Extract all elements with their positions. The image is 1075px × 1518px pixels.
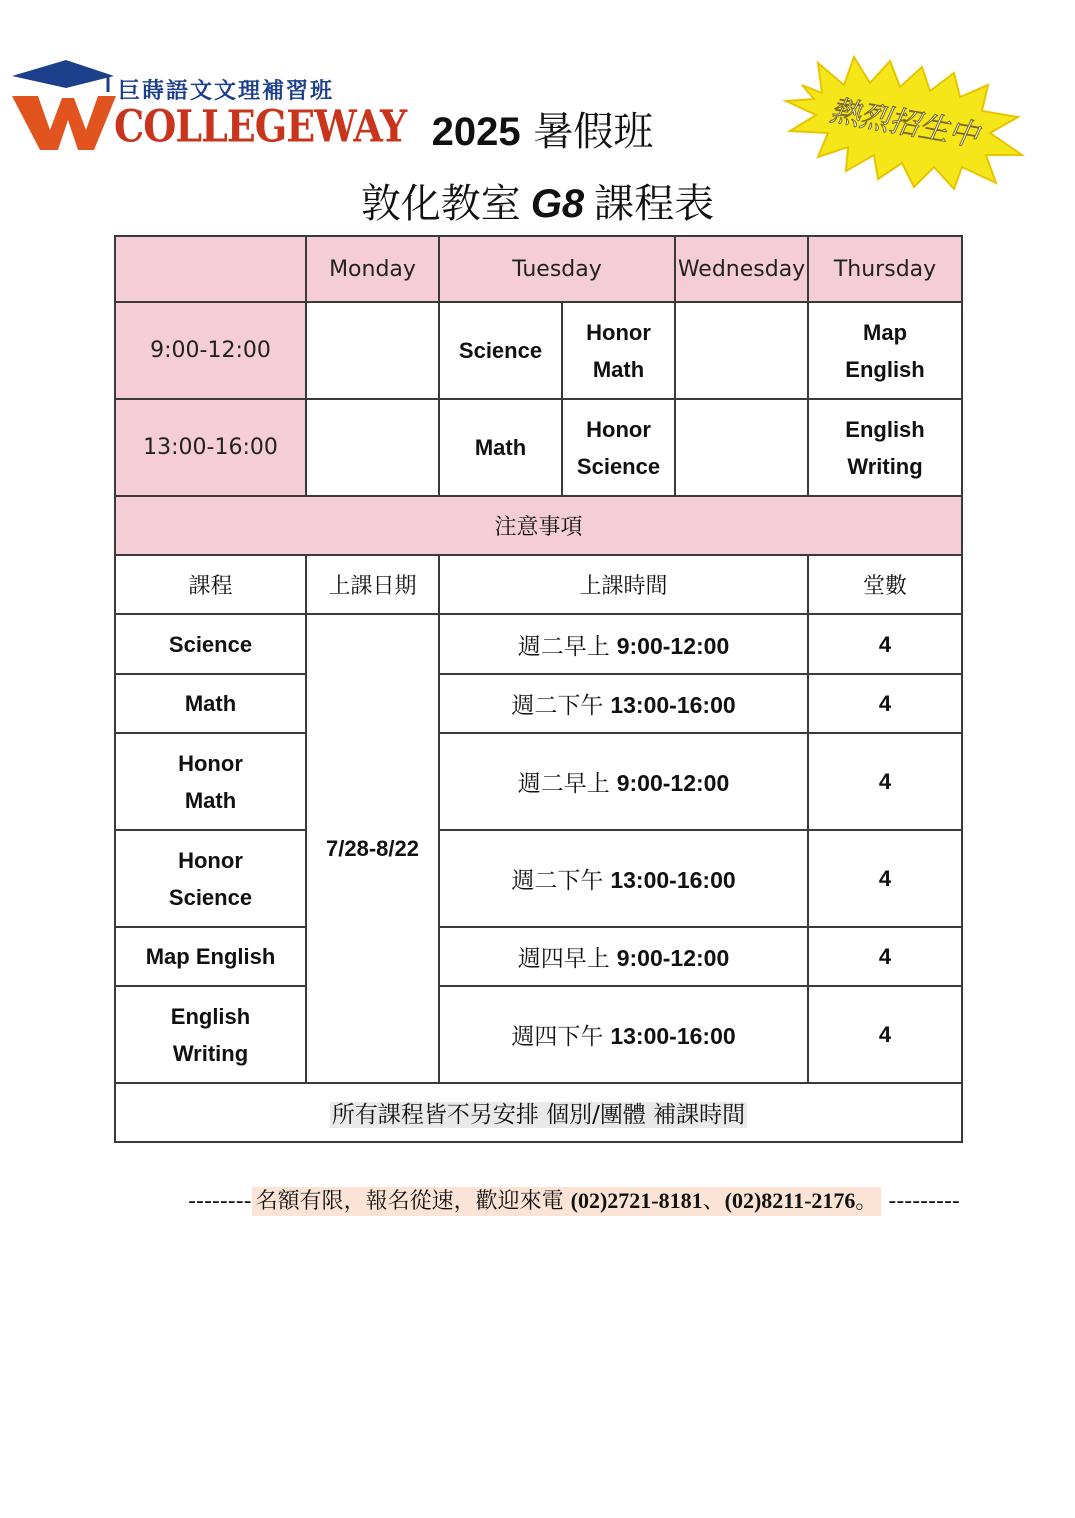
title-year: 2025 [431, 110, 521, 154]
course-name: Honor Math [115, 733, 306, 830]
grade-label: G8 [530, 182, 585, 226]
notes-header-row [115, 555, 962, 614]
makeup-policy: 所有課程皆不另安排 個別/團體 補課時間 [115, 1083, 962, 1142]
table-row [115, 614, 962, 674]
course-name: Map English [115, 927, 306, 986]
course-count: 4 [808, 614, 962, 674]
tuesday-morning-b: Honor Math [562, 302, 675, 399]
table-row [115, 733, 962, 830]
notes-col-date: 上課日期 [306, 555, 439, 614]
wednesday-morning [675, 302, 808, 399]
table-row [115, 674, 962, 733]
monday-morning [306, 302, 439, 399]
classroom-name: 敦化教室 [360, 181, 521, 227]
course-count: 4 [808, 733, 962, 830]
brand-chinese-name: 巨蒔語文文理補習班 [118, 78, 335, 104]
course-time: 週二早上 9:00-12:00 [439, 614, 808, 674]
course-name: Honor Science [115, 830, 306, 927]
phone-1: (02)2721-8181 [570, 1188, 703, 1213]
notes-title-row [115, 496, 962, 555]
course-count: 4 [808, 830, 962, 927]
course-count: 4 [808, 927, 962, 986]
contact-footer [0, 1184, 1075, 1215]
footer-dashes-right: --------- [888, 1189, 960, 1214]
time-slot-afternoon: 13:00-16:00 [115, 399, 306, 496]
phone-2: (02)8211-2176 [724, 1188, 856, 1213]
title-suffix: 暑假班 [533, 109, 654, 155]
notes-col-time: 上課時間 [439, 555, 808, 614]
course-time: 週二早上 9:00-12:00 [439, 733, 808, 830]
table-row-morning [115, 302, 962, 399]
tuesday-afternoon-a: Math [439, 399, 562, 496]
enrollment-badge [782, 55, 1027, 190]
course-time: 週四早上 9:00-12:00 [439, 927, 808, 986]
course-name: Math [115, 674, 306, 733]
footer-dashes-left: -------- [188, 1189, 252, 1214]
footer-text: 名額有限，報名從速，歡迎來電 [255, 1189, 564, 1214]
monday-afternoon [306, 399, 439, 496]
phone-separator: 、 [702, 1189, 725, 1214]
brand-english-name: COLLEGEWAY [114, 100, 407, 152]
course-name: Science [115, 614, 306, 674]
corner-cell [115, 236, 306, 302]
footer-end: 。 [855, 1189, 878, 1214]
tuesday-afternoon-b: Honor Science [562, 399, 675, 496]
thursday-afternoon: English Writing [808, 399, 962, 496]
course-time: 週二下午 13:00-16:00 [439, 830, 808, 927]
notes-col-count: 堂數 [808, 555, 962, 614]
table-header-row [115, 236, 962, 302]
course-count: 4 [808, 674, 962, 733]
notes-col-course: 課程 [115, 555, 306, 614]
course-name: English Writing [115, 986, 306, 1083]
course-time: 週二下午 13:00-16:00 [439, 674, 808, 733]
footer-highlight [252, 1187, 882, 1216]
date-range: 7/28-8/22 [306, 614, 439, 1083]
table-row [115, 986, 962, 1083]
schedule-label: 課程表 [594, 181, 715, 227]
schedule-table [114, 235, 963, 1143]
col-wednesday: Wednesday [675, 236, 808, 302]
policy-row [115, 1083, 962, 1142]
col-thursday: Thursday [808, 236, 962, 302]
tuesday-morning-a: Science [439, 302, 562, 399]
badge-text: 熱烈招生中 [827, 93, 982, 154]
col-tuesday: Tuesday [439, 236, 675, 302]
notes-title: 注意事項 [115, 496, 962, 555]
wednesday-afternoon [675, 399, 808, 496]
table-row [115, 927, 962, 986]
table-row [115, 830, 962, 927]
time-slot-morning: 9:00-12:00 [115, 302, 306, 399]
thursday-morning: Map English [808, 302, 962, 399]
col-monday: Monday [306, 236, 439, 302]
course-time: 週四下午 13:00-16:00 [439, 986, 808, 1083]
course-count: 4 [808, 986, 962, 1083]
table-row-afternoon [115, 399, 962, 496]
